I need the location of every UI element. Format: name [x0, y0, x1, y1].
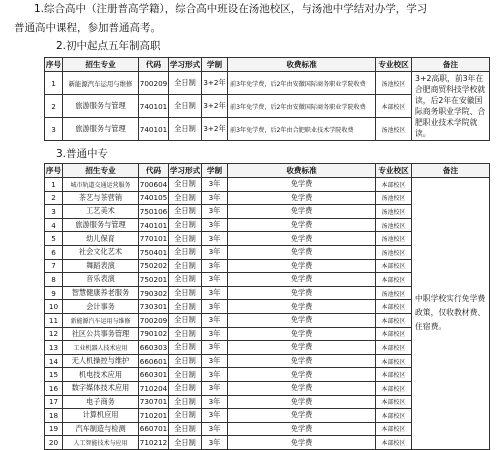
cell-code: 740101: [139, 95, 169, 118]
cell-years: 3年: [202, 368, 228, 382]
cell-code: 660301: [139, 368, 169, 382]
cell-fee: 免学费: [228, 395, 376, 409]
cell-campus: 汤池校区: [376, 205, 412, 219]
cell-years: 3年: [202, 191, 228, 205]
header-form: 学习形式: [169, 164, 202, 178]
cell-major: 人工智能技术与应用: [63, 436, 139, 450]
cell-years: 3+2年: [202, 118, 228, 141]
header-years: 学制: [202, 164, 228, 178]
cell-fee: 前3年免学费，后2年由合肥职业技术学院收费: [228, 118, 376, 141]
cell-fee: 免学费: [228, 409, 376, 423]
cell-fee: 免学费: [228, 436, 376, 450]
cell-note: 中职学校实行免学费政策，仅收教材费、住宿费。: [412, 178, 490, 450]
cell-years: 3年: [202, 218, 228, 232]
cell-code: 770101: [139, 232, 169, 246]
cell-campus: 本部校区: [376, 313, 412, 327]
cell-fee: 免学费: [228, 273, 376, 287]
cell-fee: 免学费: [228, 354, 376, 368]
header-fee: 收费标准: [228, 58, 376, 72]
cell-code: 700209: [139, 72, 169, 95]
cell-no: 14: [45, 354, 63, 368]
cell-major: 汽车制造与检测: [63, 422, 139, 436]
cell-campus: 本部校区: [376, 341, 412, 355]
cell-form: 全日制: [169, 245, 202, 259]
cell-code: 750106: [139, 205, 169, 219]
cell-major: 工业机器人技术应用: [63, 341, 139, 355]
intro-line-2: 普通高中课程，参加普通高考。: [14, 22, 161, 34]
cell-no: 6: [45, 245, 63, 259]
header-code: 代码: [139, 164, 169, 178]
cell-campus: 本部校区: [376, 436, 412, 450]
cell-code: 730301: [139, 300, 169, 314]
cell-years: 3+2年: [202, 72, 228, 95]
cell-no: 7: [45, 259, 63, 273]
cell-campus: 汤池校区: [376, 286, 412, 300]
five-year-program-table: [44, 57, 490, 141]
cell-code: 700209: [139, 313, 169, 327]
cell-fee: 免学费: [228, 205, 376, 219]
cell-no: 11: [45, 313, 63, 327]
cell-form: 全日制: [169, 273, 202, 287]
cell-form: 全日制: [169, 259, 202, 273]
cell-code: 660701: [139, 422, 169, 436]
cell-years: 3年: [202, 341, 228, 355]
cell-major: 茶艺与茶营销: [63, 191, 139, 205]
cell-years: 3年: [202, 178, 228, 192]
cell-major: 工艺美术: [63, 205, 139, 219]
cell-years: 3年: [202, 327, 228, 341]
cell-major: 城市轨道交通运营服务: [63, 178, 139, 192]
secondary-vocational-table: [44, 163, 490, 450]
cell-code: 740105: [139, 191, 169, 205]
header-note: 备注: [412, 164, 490, 178]
cell-form: 全日制: [169, 191, 202, 205]
cell-years: 3年: [202, 381, 228, 395]
cell-fee: 免学费: [228, 178, 376, 192]
cell-no: 9: [45, 286, 63, 300]
section-2-heading: 2.初中起点五年制高职: [56, 40, 161, 52]
header-fee: 收费标准: [228, 164, 376, 178]
cell-fee: 免学费: [228, 300, 376, 314]
cell-campus: 汤池校区: [376, 118, 412, 141]
cell-major: 旅游服务与管理: [63, 218, 139, 232]
header-no: 序号: [45, 58, 63, 72]
cell-fee: 免学费: [228, 313, 376, 327]
cell-no: 3: [45, 118, 63, 141]
cell-fee: 免学费: [228, 218, 376, 232]
cell-code: 750201: [139, 273, 169, 287]
cell-fee: 前3年免学费，后2年由安徽国际商务职业学院收费: [228, 95, 376, 118]
cell-major: 计算机应用: [63, 409, 139, 423]
cell-no: 12: [45, 327, 63, 341]
cell-form: 全日制: [169, 368, 202, 382]
cell-major: 数字媒体技术应用: [63, 381, 139, 395]
section-3-heading: 3.普通中专: [56, 148, 109, 160]
cell-no: 5: [45, 232, 63, 246]
cell-years: 3年: [202, 436, 228, 450]
cell-form: 全日制: [169, 422, 202, 436]
cell-campus: 本部校区: [376, 300, 412, 314]
cell-form: 全日制: [169, 72, 202, 95]
cell-major: 旅游服务与管理: [63, 118, 139, 141]
cell-fee: 前3年免学费，后2年由安徽国际商务职业学院收费: [228, 72, 376, 95]
cell-years: 3年: [202, 259, 228, 273]
table-header-row: [45, 58, 490, 72]
cell-years: 3年: [202, 409, 228, 423]
cell-campus: 汤池校区: [376, 72, 412, 95]
cell-years: 3年: [202, 300, 228, 314]
cell-no: 15: [45, 368, 63, 382]
cell-major: 新能源汽车运用与维修: [63, 72, 139, 95]
cell-no: 1: [45, 72, 63, 95]
cell-campus: 本部校区: [376, 381, 412, 395]
cell-years: 3年: [202, 205, 228, 219]
cell-code: 730701: [139, 395, 169, 409]
cell-form: 全日制: [169, 395, 202, 409]
cell-years: 3年: [202, 273, 228, 287]
cell-fee: 免学费: [228, 245, 376, 259]
cell-campus: 本部校区: [376, 259, 412, 273]
cell-no: 20: [45, 436, 63, 450]
cell-form: 全日制: [169, 205, 202, 219]
cell-code: 710204: [139, 381, 169, 395]
cell-form: 全日制: [169, 381, 202, 395]
header-no: 序号: [45, 164, 63, 178]
cell-fee: 免学费: [228, 259, 376, 273]
header-form: 学习形式: [169, 58, 202, 72]
table-row: [45, 72, 490, 95]
cell-form: 全日制: [169, 95, 202, 118]
cell-no: 2: [45, 95, 63, 118]
cell-fee: 免学费: [228, 381, 376, 395]
cell-campus: 本部校区: [376, 327, 412, 341]
cell-form: 全日制: [169, 354, 202, 368]
cell-campus: 汤池校区: [376, 245, 412, 259]
cell-major: 无人机操控与维护: [63, 354, 139, 368]
cell-no: 16: [45, 381, 63, 395]
cell-major: 幼儿保育: [63, 232, 139, 246]
cell-code: 790302: [139, 286, 169, 300]
header-major: 招生专业: [63, 58, 139, 72]
cell-major: 新能源汽车运用与维修: [63, 313, 139, 327]
cell-major: 音乐表演: [63, 273, 139, 287]
header-campus: 专业校区: [376, 164, 412, 178]
cell-form: 全日制: [169, 218, 202, 232]
cell-form: 全日制: [169, 232, 202, 246]
cell-code: 750202: [139, 259, 169, 273]
cell-campus: 本部校区: [376, 395, 412, 409]
cell-no: 2: [45, 191, 63, 205]
cell-code: 710212: [139, 436, 169, 450]
cell-years: 3年: [202, 354, 228, 368]
cell-no: 3: [45, 205, 63, 219]
cell-no: 10: [45, 300, 63, 314]
cell-note: 3+2高职，前3年在合肥商贸科技学校就读，后2年在安徽国际商务职业学院、合肥职业技术学院就读。: [412, 72, 490, 141]
cell-major: 舞蹈表演: [63, 259, 139, 273]
cell-form: 全日制: [169, 313, 202, 327]
table-row: [45, 178, 490, 192]
cell-no: 1: [45, 178, 63, 192]
cell-code: 710201: [139, 409, 169, 423]
cell-years: 3+2年: [202, 95, 228, 118]
cell-form: 全日制: [169, 286, 202, 300]
cell-years: 3年: [202, 232, 228, 246]
cell-major: 旅游服务与管理: [63, 95, 139, 118]
cell-fee: 免学费: [228, 368, 376, 382]
cell-major: 社区公共事务管理: [63, 327, 139, 341]
header-note: 备注: [412, 58, 490, 72]
cell-campus: 本部校区: [376, 409, 412, 423]
cell-campus: 本部校区: [376, 273, 412, 287]
cell-major: 电子商务: [63, 395, 139, 409]
cell-campus: 汤池校区: [376, 232, 412, 246]
header-major: 招生专业: [63, 164, 139, 178]
cell-fee: 免学费: [228, 191, 376, 205]
cell-campus: 汤池校区: [376, 218, 412, 232]
cell-years: 3年: [202, 286, 228, 300]
cell-code: 740101: [139, 118, 169, 141]
cell-campus: 汤池校区: [376, 191, 412, 205]
cell-no: 13: [45, 341, 63, 355]
cell-years: 3年: [202, 422, 228, 436]
cell-code: 660601: [139, 354, 169, 368]
cell-no: 4: [45, 218, 63, 232]
cell-major: 机电技术应用: [63, 368, 139, 382]
cell-campus: 本部校区: [376, 422, 412, 436]
cell-fee: 免学费: [228, 232, 376, 246]
header-years: 学制: [202, 58, 228, 72]
cell-no: 18: [45, 409, 63, 423]
cell-code: 700604: [139, 178, 169, 192]
header-campus: 专业校区: [376, 58, 412, 72]
intro-paragraph: [14, 0, 494, 38]
cell-fee: 免学费: [228, 286, 376, 300]
cell-no: 8: [45, 273, 63, 287]
cell-years: 3年: [202, 395, 228, 409]
cell-code: 750401: [139, 245, 169, 259]
cell-form: 全日制: [169, 327, 202, 341]
cell-form: 全日制: [169, 300, 202, 314]
cell-campus: 本部校区: [376, 354, 412, 368]
cell-form: 全日制: [169, 409, 202, 423]
cell-code: 790102: [139, 327, 169, 341]
cell-fee: 免学费: [228, 422, 376, 436]
header-code: 代码: [139, 58, 169, 72]
cell-major: 智慧健康养老服务: [63, 286, 139, 300]
cell-fee: 免学费: [228, 341, 376, 355]
cell-fee: 免学费: [228, 327, 376, 341]
cell-major: 会计事务: [63, 300, 139, 314]
cell-no: 17: [45, 395, 63, 409]
cell-form: 全日制: [169, 436, 202, 450]
cell-form: 全日制: [169, 178, 202, 192]
cell-years: 3年: [202, 313, 228, 327]
cell-campus: 本部校区: [376, 368, 412, 382]
cell-campus: 本部校区: [376, 95, 412, 118]
cell-campus: 本部校区: [376, 178, 412, 192]
cell-code: 660303: [139, 341, 169, 355]
intro-line-1: 1.综合高中（注册普高学籍），综合高中班设在汤池校区，与汤池中学结对办学，学习: [34, 3, 428, 15]
cell-code: 740101: [139, 218, 169, 232]
cell-form: 全日制: [169, 118, 202, 141]
cell-major: 社会文化艺术: [63, 245, 139, 259]
table-header-row: [45, 164, 490, 178]
cell-years: 3年: [202, 245, 228, 259]
cell-no: 19: [45, 422, 63, 436]
cell-form: 全日制: [169, 341, 202, 355]
